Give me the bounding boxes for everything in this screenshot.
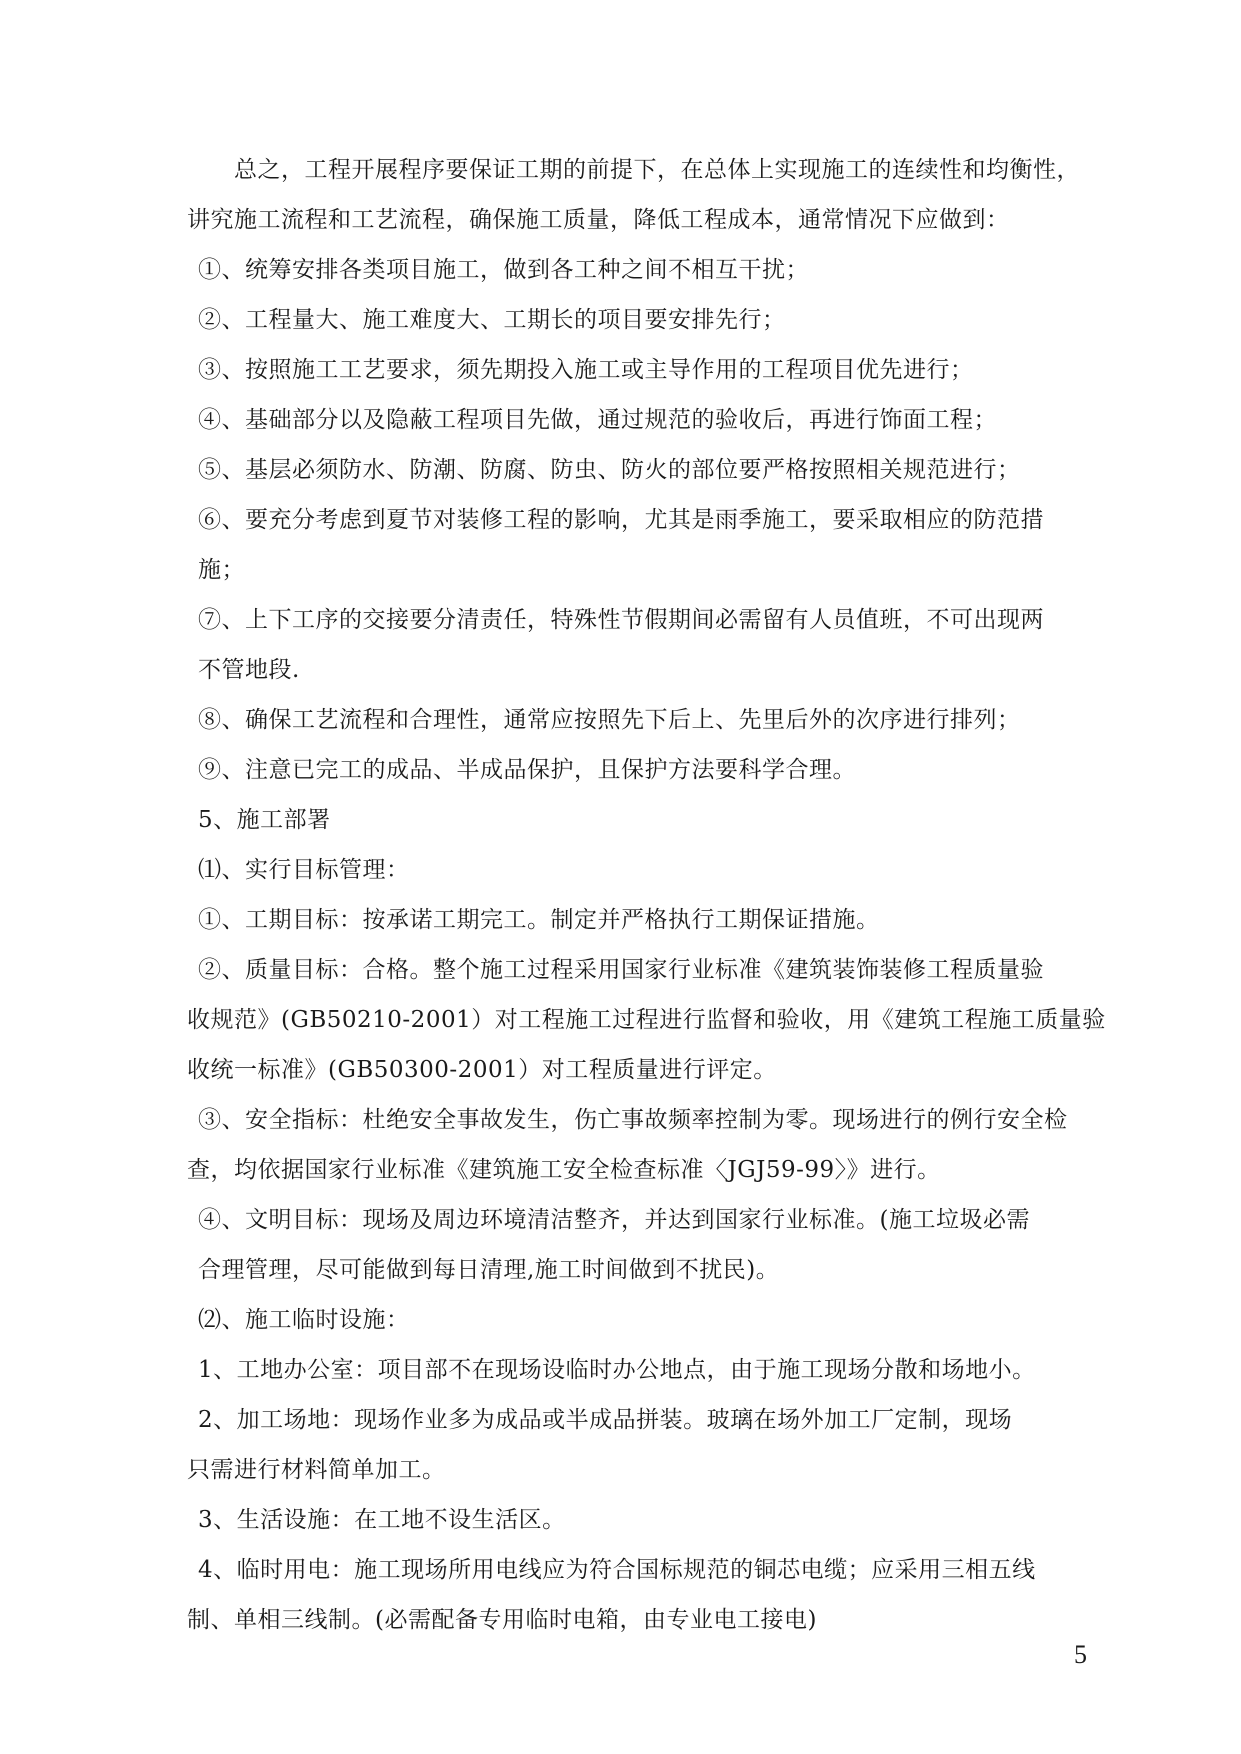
text-line: 查，均依据国家行业标准《建筑施工安全检查标准〈JGJ59-99〉》进行。 — [187, 1157, 941, 1183]
text-line: ①、统筹安排各类项目施工，做到各工种之间不相互干扰； — [198, 257, 809, 283]
text-line: ③、安全指标：杜绝安全事故发生，伤亡事故频率控制为零。现场进行的例行安全检 — [198, 1107, 1068, 1133]
text-line: ④、文明目标：现场及周边环境清洁整齐，并达到国家行业标准。(施工垃圾必需 — [198, 1207, 1030, 1233]
text-line: 合理管理，尽可能做到每日清理,施工时间做到不扰民)。 — [198, 1257, 780, 1283]
text-line: ②、质量目标：合格。整个施工过程采用国家行业标准《建筑装饰装修工程质量验 — [198, 957, 1044, 983]
text-line: 收统一标准》(GB50300-2001）对工程质量进行评定。 — [187, 1057, 777, 1083]
text-line: 收规范》(GB50210-2001）对工程施工过程进行监督和验收，用《建筑工程施工质量验 — [187, 1007, 1106, 1033]
text-line: ②、工程量大、施工难度大、工期长的项目要安排先行； — [198, 307, 786, 333]
text-line: ⑵、施工临时设施： — [198, 1307, 410, 1333]
text-line: 施； — [198, 557, 245, 583]
text-line: 3、生活设施：在工地不设生活区。 — [198, 1507, 566, 1533]
text-line: 制、单相三线制。(必需配备专用临时电箱，由专业电工接电) — [187, 1607, 817, 1633]
text-line: ⑧、确保工艺流程和合理性，通常应按照先下后上、先里后外的次序进行排列； — [198, 707, 1021, 733]
text-line: 讲究施工流程和工艺流程，确保施工质量，降低工程成本，通常情况下应做到： — [187, 207, 1010, 233]
text-line: ⑨、注意已完工的成品、半成品保护，且保护方法要科学合理。 — [198, 757, 856, 783]
text-line: 4、临时用电：施工现场所用电线应为符合国标规范的铜芯电缆；应采用三相五线 — [198, 1557, 1036, 1583]
text-line: 不管地段. — [198, 657, 300, 683]
text-line: ⑥、要充分考虑到夏节对装修工程的影响，尤其是雨季施工，要采取相应的防范措 — [198, 507, 1044, 533]
document-body — [187, 145, 1106, 1645]
text-line: ④、基础部分以及隐蔽工程项目先做，通过规范的验收后，再进行饰面工程； — [198, 407, 997, 433]
text-line: ⑦、上下工序的交接要分清责任，特殊性节假期间必需留有人员值班，不可出现两 — [198, 607, 1044, 633]
text-line: 1、工地办公室：项目部不在现场设临时办公地点，由于施工现场分散和场地小。 — [198, 1357, 1036, 1383]
text-line: ⑴、实行目标管理： — [198, 857, 410, 883]
text-line: 2、加工场地：现场作业多为成品或半成品拼装。玻璃在场外加工厂定制，现场 — [198, 1407, 1013, 1433]
text-line: 总之，工程开展程序要保证工期的前提下，在总体上实现施工的连续性和均衡性， — [187, 157, 1080, 183]
text-line: 只需进行材料简单加工。 — [187, 1457, 446, 1483]
text-line: ⑤、基层必须防水、防潮、防腐、防虫、防火的部位要严格按照相关规范进行； — [198, 457, 1021, 483]
text-line: ③、按照施工工艺要求，须先期投入施工或主导作用的工程项目优先进行； — [198, 357, 974, 383]
text-line: ①、工期目标：按承诺工期完工。制定并严格执行工期保证措施。 — [198, 907, 880, 933]
page-number: 5 — [1074, 1640, 1087, 1669]
text-line: 5、施工部署 — [198, 807, 331, 833]
